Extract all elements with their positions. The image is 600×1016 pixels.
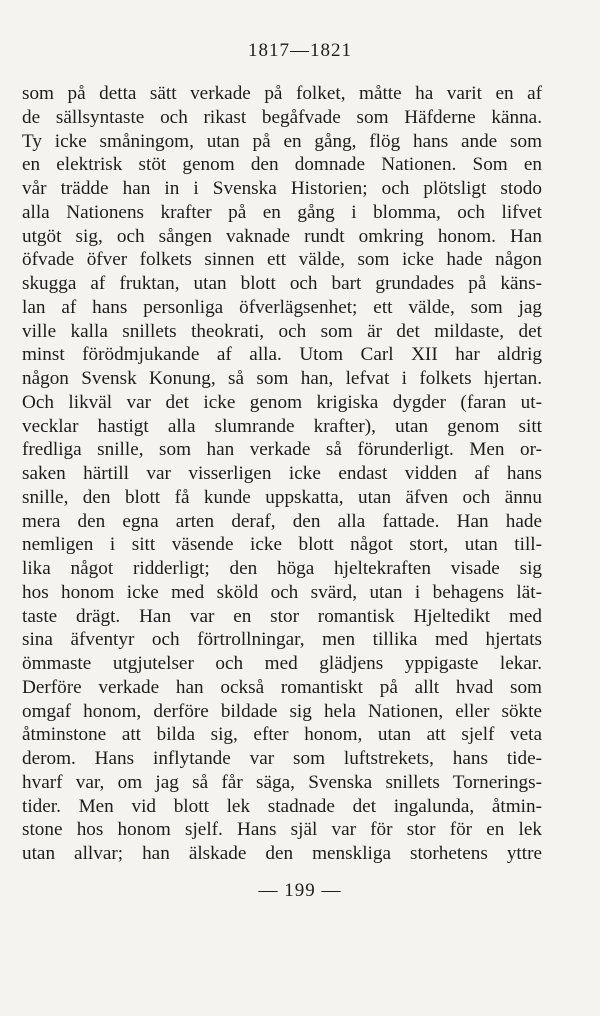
text-line: nemligen i sitt väsende icke blott något stort, utan till- — [22, 534, 542, 556]
text-line: derom. Hans inflytande var som luftstrekets, hans tide- — [22, 748, 542, 769]
text-line: någon Svensk Konung, så som han, lefvat i folkets hjertan. — [22, 368, 542, 389]
text-line: saken härtill var visserligen icke endast vidden af hans — [22, 463, 542, 484]
text-line: lan af hans personliga öfverlägsenhet; ett välde, som jag — [22, 296, 542, 318]
text-line: sina äfventyr och förtrollningar, men tillika med hjertats — [22, 629, 542, 651]
text-line: Och likväl var det icke genom krigiska dygder (faran ut- — [22, 391, 542, 413]
text-line: lika något ridderligt; den höga hjeltekraften visade sig — [22, 558, 542, 579]
text-line: skugga af fruktan, utan blott och bart grundades på käns- — [22, 273, 542, 294]
text-line: en elektrisk stöt genom den domnade Nationen. Som en — [22, 154, 542, 176]
text-line: vår trädde han in i Svenska Historien; och plötsligt stodo — [22, 178, 542, 199]
text-line: utgöt sig, och sången vaknade rundt omkring honom. Han — [22, 225, 542, 247]
text-line: som på detta sätt verkade på folket, måtte ha varit en af — [22, 83, 542, 104]
text-line: vecklar hastigt alla slumrande krafter), utan genom sitt — [22, 415, 542, 437]
text-line: stone hos honom sjelf. Hans själ var för stor för en lek — [22, 819, 542, 841]
text-line: hvarf var, om jag så får säga, Svenska snillets Tornerings- — [22, 771, 542, 793]
text-line: de sällsyntaste och rikast begåfvade som Häfderne känna. — [22, 106, 542, 128]
running-head: 1817—1821 — [248, 40, 352, 61]
body-text — [22, 82, 542, 866]
text-line: mera den egna arten deraf, den alla fattade. Han hade — [22, 510, 542, 532]
text-line: taste drägt. Han var en stor romantisk Hjeltedikt med — [22, 605, 542, 627]
page-number: — 199 — — [258, 880, 342, 901]
text-line: alla Nationens krafter på en gång i blomma, och lifvet — [22, 201, 542, 223]
text-line: omgaf honom, derföre bildade sig hela Nationen, eller sökte — [22, 700, 542, 722]
text-line: öfvade öfver folkets sinnen ett välde, som icke hade någon — [22, 249, 542, 271]
text-line: fredliga snille, som han verkade så förunderligt. Men or- — [22, 439, 542, 461]
text-line: ömmaste utgjutelser och med glädjens yppigaste lekar. — [22, 653, 542, 674]
text-line: åtminstone att bilda sig, efter honom, utan att sjelf veta — [22, 724, 542, 746]
text-line: hos honom icke med sköld och svärd, utan i behagens lät- — [22, 581, 542, 603]
text-line: Ty icke småningom, utan på en gång, flög hans ande som — [22, 130, 542, 152]
text-line: Derföre verkade han också romantiskt på allt hvad som — [22, 676, 542, 698]
text-line: ville kalla snillets theokrati, och som är det mildaste, det — [22, 320, 542, 342]
text-line: tider. Men vid blott lek stadnade det ingalunda, åtmin- — [22, 795, 542, 817]
text-line: snille, den blott få kunde uppskatta, utan äfven och ännu — [22, 486, 542, 508]
text-line: minst förödmjukande af alla. Utom Carl XII har aldrig — [22, 344, 542, 366]
text-line: utan allvar; han älskade den menskliga storhetens yttre — [22, 843, 542, 864]
